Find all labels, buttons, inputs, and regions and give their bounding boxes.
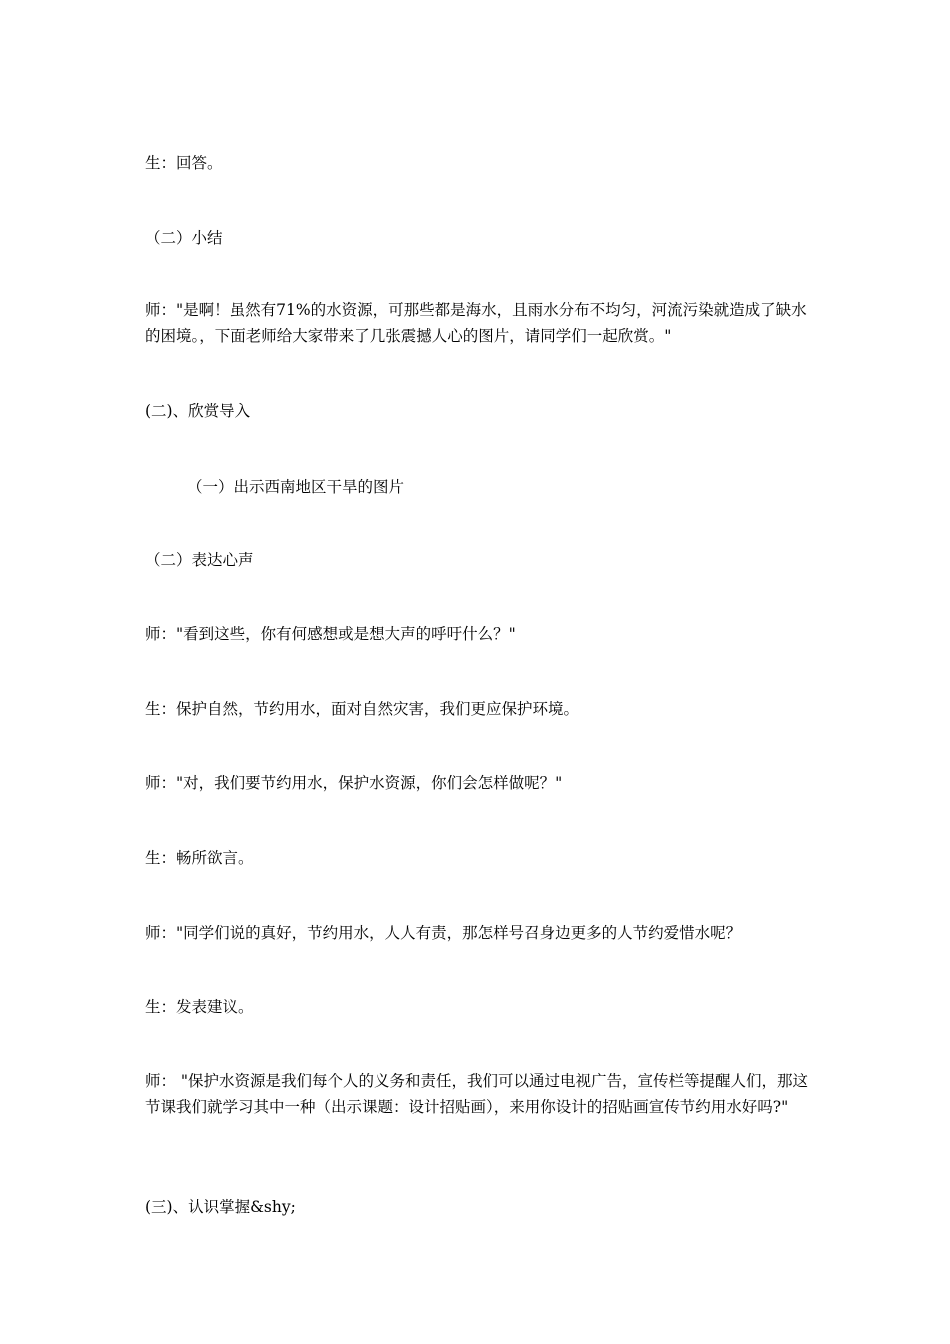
paragraph-teacher-how-to-do: 师："对，我们要节约用水，保护水资源，你们会怎样做呢？" [145, 774, 563, 792]
paragraph-teacher-call-others: 师："同学们说的真好，节约用水，人人有责，那怎样号召身边更多的人节约爱惜水呢？ [145, 924, 742, 942]
paragraph-recognize-master-heading: (三)、认识掌握&shy; [145, 1198, 296, 1216]
paragraph-teacher-question-feelings: 师："看到这些，你有何感想或是想大声的呼吁什么？" [145, 625, 516, 643]
paragraph-show-drought-pictures: （一）出示西南地区干旱的图片 [187, 478, 405, 496]
paragraph-student-suggestions: 生：发表建议。 [145, 998, 254, 1016]
paragraph-student-answer: 生：回答。 [145, 154, 223, 172]
paragraph-summary-heading: （二）小结 [145, 229, 223, 247]
paragraph-express-feelings-heading: （二）表达心声 [145, 551, 254, 569]
paragraph-student-speak-freely: 生：畅所欲言。 [145, 849, 254, 867]
paragraph-teacher-poster-design: 师： "保护水资源是我们每个人的义务和责任，我们可以通过电视广告，宣传栏等提醒人们，那这节课我们就学习其中一种（出示课题：设计招贴画），来用你设计的招贴画宣传节约用水好吗?" [145, 1072, 809, 1116]
paragraph-student-protect-nature: 生：保护自然，节约用水，面对自然灾害，我们更应保护环境。 [145, 700, 580, 718]
paragraph-appreciation-heading: (二)、欣赏导入 [145, 402, 251, 420]
paragraph-teacher-water-resources: 师："是啊！虽然有71%的水资源，可那些都是海水，且雨水分布不均匀，河流污染就造成了缺水的困境。，下面老师给大家带来了几张震撼人心的图片，请同学们一起欣赏。" [145, 301, 807, 345]
